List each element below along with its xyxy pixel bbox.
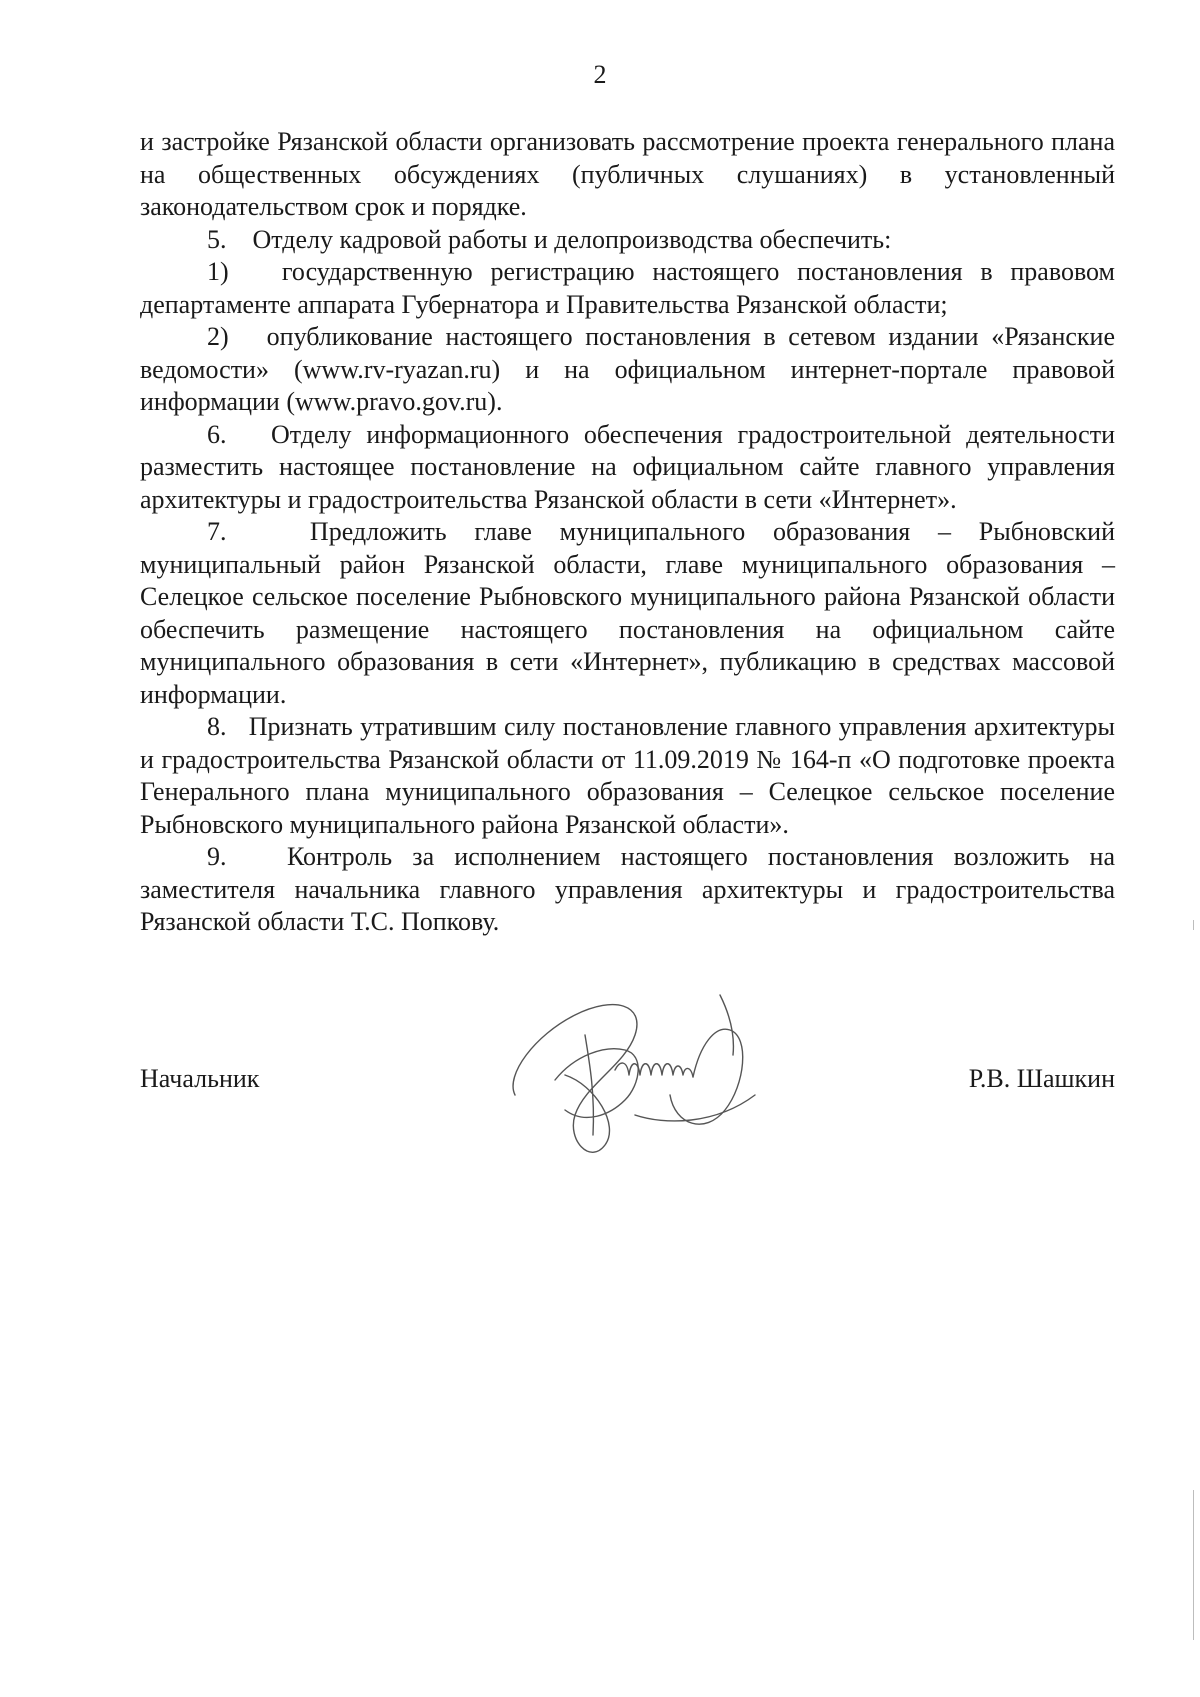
scan-edge-mark-top (1193, 920, 1194, 930)
document-body (140, 126, 1115, 939)
paragraph-subitem-1: 1) государственную регистрацию настоящего постановления в правовом департаменте аппарата Губернатора и Правительства Рязанской области; (140, 257, 1115, 319)
paragraph-item-7: 7. Предложить главе муниципального образования – Рыбновский муниципальный район Рязанской области, главе муниципального образования – Селецкое сельское поселение Рыбновского муниципального района Рязанской области обеспечить размещение настоящего постановления на официальном сайте муниципального образования в сети «Интернет», публикацию в средствах массовой информации. (140, 517, 1115, 709)
paragraph-item-5: 5. Отделу кадровой работы и делопроизводства обеспечить: (207, 224, 892, 254)
scan-edge-mark-bottom (1193, 1490, 1194, 1640)
page-number: 2 (593, 60, 607, 89)
signatory-name: Р.В. Шашкин (968, 1064, 1115, 1093)
paragraph-item-6: 6. Отделу информационного обеспечения градостроительной деятельности разместить настоящее постановление на официальном сайте главного управления архитектуры и градостроительства Рязанской области в сети «Интернет». (140, 419, 1115, 514)
paragraph-item-8: 8. Признать утратившим силу постановление главного управления архитектуры и градостроительства Рязанской области от 11.09.2019 № 164-п «О подготовке проекта Генерального плана муниципального образования – Селецкое сельское поселение Рыбновского муниципального района Рязанской области». (140, 712, 1115, 839)
handwritten-signature (495, 975, 795, 1175)
paragraph-continuation: и застройке Рязанской области организовать рассмотрение проекта генерального плана на общественных обсуждениях (публичных слушаниях) в установленный законодательством срок и порядке. (140, 127, 1115, 221)
signatory-title: Начальник (140, 1064, 260, 1093)
paragraph-item-9: 9. Контроль за исполнением настоящего постановления возложить на заместителя начальника главного управления архитектуры и градостроительства Рязанской области Т.С. Попкову. (140, 842, 1115, 936)
paragraph-subitem-2: 2) опубликование настоящего постановления в сетевом издании «Рязанские ведомости» (www.rv-ryazan.ru) и на официальном интернет-портале правовой информации (www.pravo.gov.ru). (140, 322, 1115, 416)
